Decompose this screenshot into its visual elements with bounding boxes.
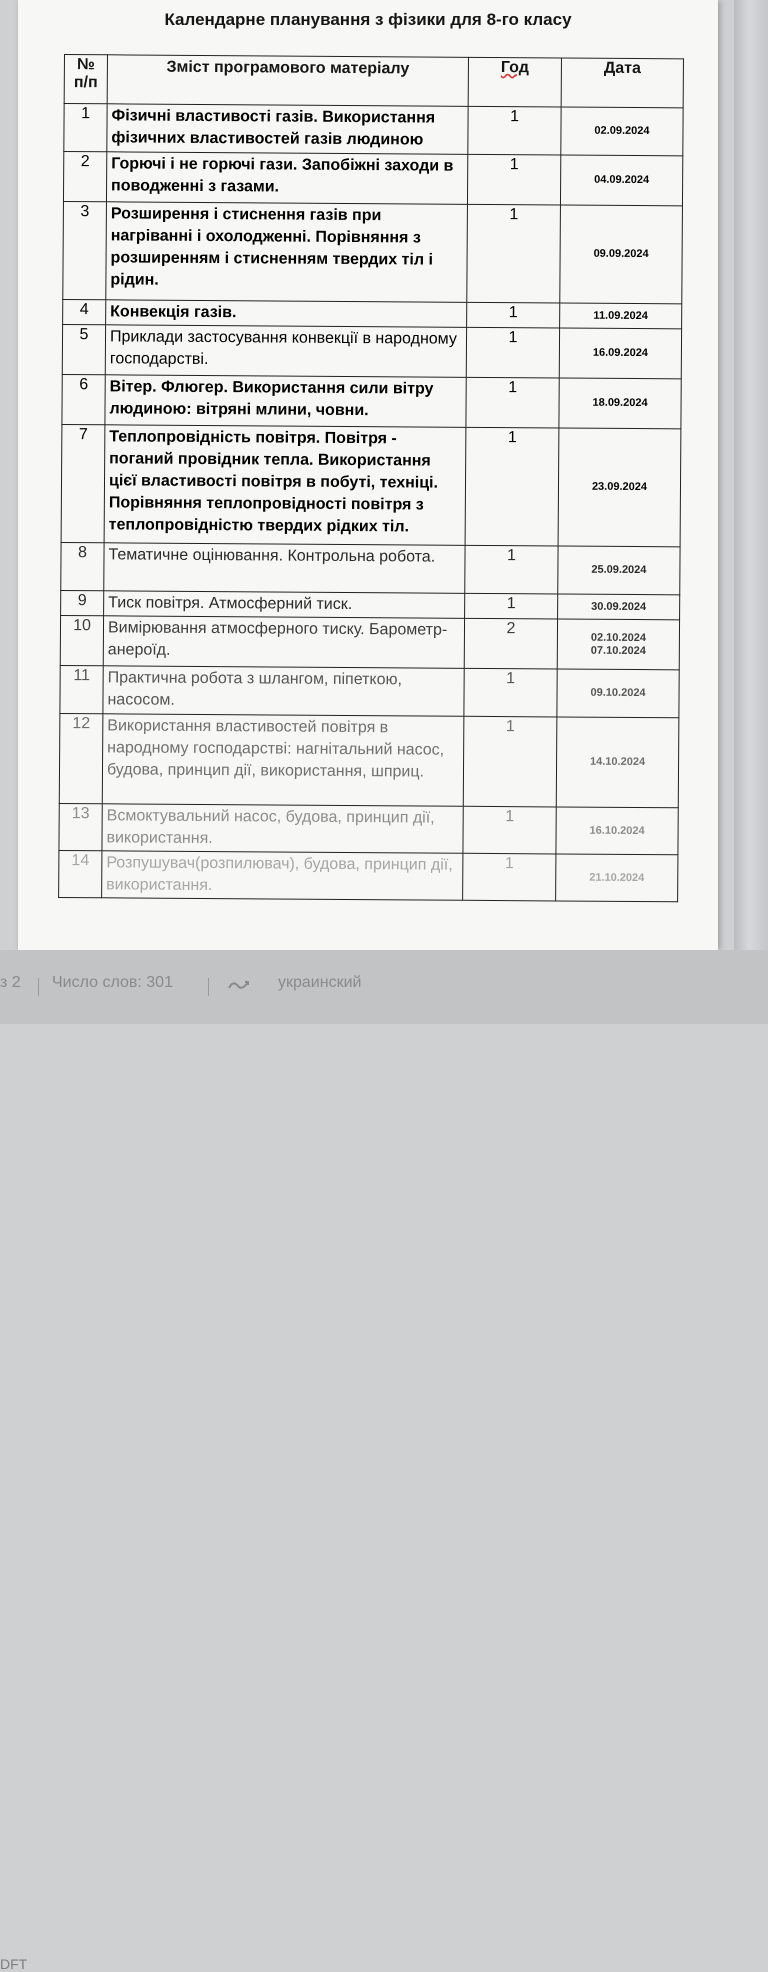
cell-content: Приклади застосування конвекції в народному господарстві. [105,325,466,378]
cell-content: Всмоктувальний насос, будова, принцип дії, використання. [102,804,463,854]
cell-hours: 1 [468,106,561,155]
cell-date [556,854,678,902]
cell-date [561,107,683,156]
cell-date [558,594,680,620]
date-value: 14.10.2024 [589,755,646,769]
cell-hours: 1 [466,377,559,428]
table-row [62,324,681,378]
cell-num: 14 [59,850,102,897]
cell-hours: 1 [465,593,558,619]
date-value: 18.09.2024 [592,396,648,410]
header-hours [468,57,561,107]
cell-date [560,205,683,304]
plan-table [58,54,684,902]
cell-hours: 1 [467,204,561,303]
table-row [59,850,678,901]
status-bar [0,950,768,1972]
date-value: 30.09.2024 [591,600,647,613]
cell-hours: 1 [463,806,556,854]
document-page[interactable] [18,0,718,950]
table-row [60,665,679,717]
date-value: 11.09.2024 [593,309,648,322]
date-value: 07.10.2024 [590,644,646,657]
cell-hours: 1 [464,668,557,717]
cell-num: 9 [61,590,104,615]
status-divider [38,978,39,996]
table-row [60,615,679,669]
table-row [62,374,681,428]
bottom-edge-text: DFT [0,1956,28,1972]
language-status[interactable]: украинский [278,974,362,991]
cell-content: Розширення і стиснення газів при нагріванні і охолодженні. Порівняння з розширенням і стисненням твердих тіл і рідин. [106,202,468,303]
page-count-status[interactable]: з 2 [0,974,21,991]
cell-hours: 1 [463,716,557,807]
cell-hours: 1 [467,154,560,205]
cell-num: 6 [62,374,105,424]
cell-num: 7 [61,424,105,542]
table-row [64,104,683,156]
page-title: Календарне планування з фізики для 8-го класу [164,10,572,29]
cell-num: 8 [61,542,104,590]
cell-date [556,807,678,855]
cell-hours: 1 [463,853,556,901]
cell-date [558,428,681,547]
cell-date [560,155,682,206]
cell-date [558,546,680,595]
date-value: 09.09.2024 [593,247,649,261]
cell-date [557,619,679,670]
header-hours-label: Год [500,59,529,77]
cell-hours: 1 [465,545,558,594]
table-body [59,104,684,902]
cell-hours: 1 [466,327,559,378]
cell-num: 5 [62,324,105,374]
cell-num: 1 [64,104,107,152]
date-value: 09.10.2024 [590,686,646,700]
date-value: 21.10.2024 [589,871,645,884]
table-row [61,542,680,594]
table-row [59,803,678,854]
cell-date [556,717,679,808]
date-value: 02.09.2024 [594,124,650,138]
date-value: 02.10.2024 [590,631,647,644]
cell-content: Вітер. Флюгер. Використання сили вітру людиною: вітряні млини, човни. [105,375,466,428]
table-row [63,152,682,206]
header-date: Дата [561,58,683,108]
cell-content: Фізичні властивості газів. Використання фізичних властивостей газів людиною [107,104,468,155]
status-divider [208,978,209,996]
cell-hours: 1 [467,302,560,328]
cell-content: Використання властивостей повітря в народному господарстві: нагнітальний насос, будова, принцип дії, використання, шприц. [102,714,464,807]
cell-hours: 2 [464,618,557,669]
cell-date [559,378,681,429]
date-value: 25.09.2024 [591,563,647,577]
cell-num: 10 [60,615,103,665]
cell-content: Практична робота з шлангом, піпеткою, насосом. [103,666,464,717]
cell-content: Розпушувач(розпилювач), будова, принцип дії, використання. [102,851,463,901]
table-header-row [64,55,683,108]
cell-num: 11 [60,665,103,713]
spellcheck-icon[interactable] [226,974,254,999]
cell-content: Конвекція газів. [106,300,467,328]
date-value: 16.09.2024 [592,346,648,360]
table-row [59,713,679,807]
cell-hours: 1 [465,427,559,546]
date-value: 16.10.2024 [589,824,645,837]
cell-date [557,669,679,718]
cell-content: Горючі і не горючі гази. Запобіжні заходи в поводженні з газами. [106,152,467,205]
date-value: 23.09.2024 [591,480,648,494]
monitor-bezel [734,0,768,1024]
cell-content: Тематичне оцінювання. Контрольна робота. [104,543,465,594]
cell-date [560,303,682,329]
header-content: Зміст програмового матеріалу [107,55,468,107]
cell-num: 3 [63,201,107,299]
header-num: № п/п [64,55,107,104]
table-row [63,201,683,303]
cell-date [559,328,681,379]
date-value: 04.09.2024 [594,173,650,187]
cell-num: 12 [59,713,103,803]
cell-content: Тиск повітря. Атмосферний тиск. [104,591,465,619]
cell-content: Теплопровідність повітря. Повітря - поганий провідник тепла. Використання цієї властивості повітря в побуті, техніці. Порівняння теплопровідності повітря з теплопровідністю твердих рідких тіл. [104,425,466,546]
word-count-status[interactable]: Число слов: 301 [52,974,173,991]
cell-num: 4 [63,299,106,324]
cell-num: 2 [63,152,106,202]
cell-num: 13 [59,803,102,850]
cell-content: Вимірювання атмосферного тиску. Барометр-анероїд. [103,616,464,669]
table-row [61,424,681,546]
